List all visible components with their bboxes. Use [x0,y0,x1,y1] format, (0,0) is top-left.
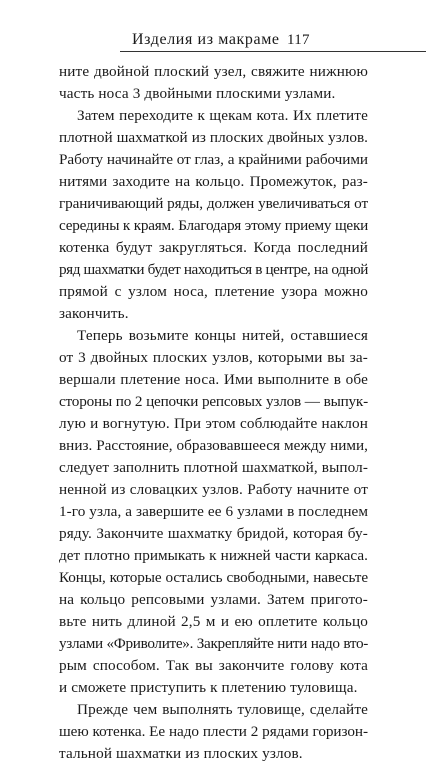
text-line: середины к краям. Благодаря этому приему щеки [59,217,368,234]
header-rule [120,51,426,52]
text-line: закончить. [59,305,129,322]
paragraph [59,61,368,105]
running-title: Изделия из макраме [132,31,280,48]
text-line: тальной шахматки из плоских узлов. [59,745,303,762]
text-line: ряду. Закончите шахматку бридой, которая бу- [59,525,368,542]
text-line: стороны по 2 цепочки репсовых узлов — выпук- [59,393,368,410]
text-line: следует заполнить плотной шахматкой, выпол- [59,459,368,476]
text-line: вершали плетение носа. Ими выполните в обе [59,371,368,388]
text-line: 1-го узла, а завершите ее 6 узлами в последнем [59,503,368,520]
text-line: ряд шахматки будет находиться в центре, на одной [59,261,368,278]
text-line: котенка будут закругляться. Когда последний [59,239,368,256]
text-line: вниз. Расстояние, образовавшееся между ними, [59,437,368,454]
text-line: Затем переходите к щекам кота. Их плетите [77,107,368,124]
text-line: ните двойной плоский узел, свяжите нижнюю [59,63,368,80]
text-line: вьте нить длиной 2,5 м и ею оплетите кольцо [59,613,368,630]
text-line: плотной шахматкой из плоских двойных узлов. [59,129,368,146]
text-line: нитями заходите на кольцо. Промежуток, раз- [59,173,368,190]
text-line: Работу начинайте от глаз, а крайними рабочими [59,151,368,168]
text-line: часть носа 3 двойными плоскими узлами. [59,85,336,102]
text-line: шею котенка. Ее надо плести 2 рядами горизон- [59,723,368,740]
text-line: прямой с узлом носа, плетение узора можно [59,283,368,300]
text-line: Прежде чем выполнять туловище, сделайте [77,701,368,718]
text-line: рым способом. Так вы закончите голову кота [59,657,368,674]
page-number: 117 [287,32,310,48]
text-line: Концы, которые остались свободными, навесьте [59,569,368,586]
text-line: от 3 двойных плоских узлов, которыми вы за- [59,349,368,366]
text-line: дет плотно примыкать к нижней части каркаса. [59,547,368,564]
text-line: ненной из словацких узлов. Работу начните от [59,481,368,498]
text-line: и сможете приступить к плетению туловища. [59,679,358,696]
paragraph [59,699,368,765]
text-line: узлами «Фриволите». Закрепляйте нити надо вто- [59,635,368,652]
paragraph [59,325,368,699]
text-line: на кольцо репсовыми узлами. Затем пригото- [59,591,368,608]
text-line: граничивающий ряды, должен увеличиваться от [59,195,368,212]
paragraph [59,105,368,325]
text-line: Теперь возьмите концы нитей, оставшиеся [77,327,368,344]
body-text [59,61,368,765]
text-line: лую и вогнутую. При этом соблюдайте наклон [59,415,368,432]
running-header [120,31,426,53]
